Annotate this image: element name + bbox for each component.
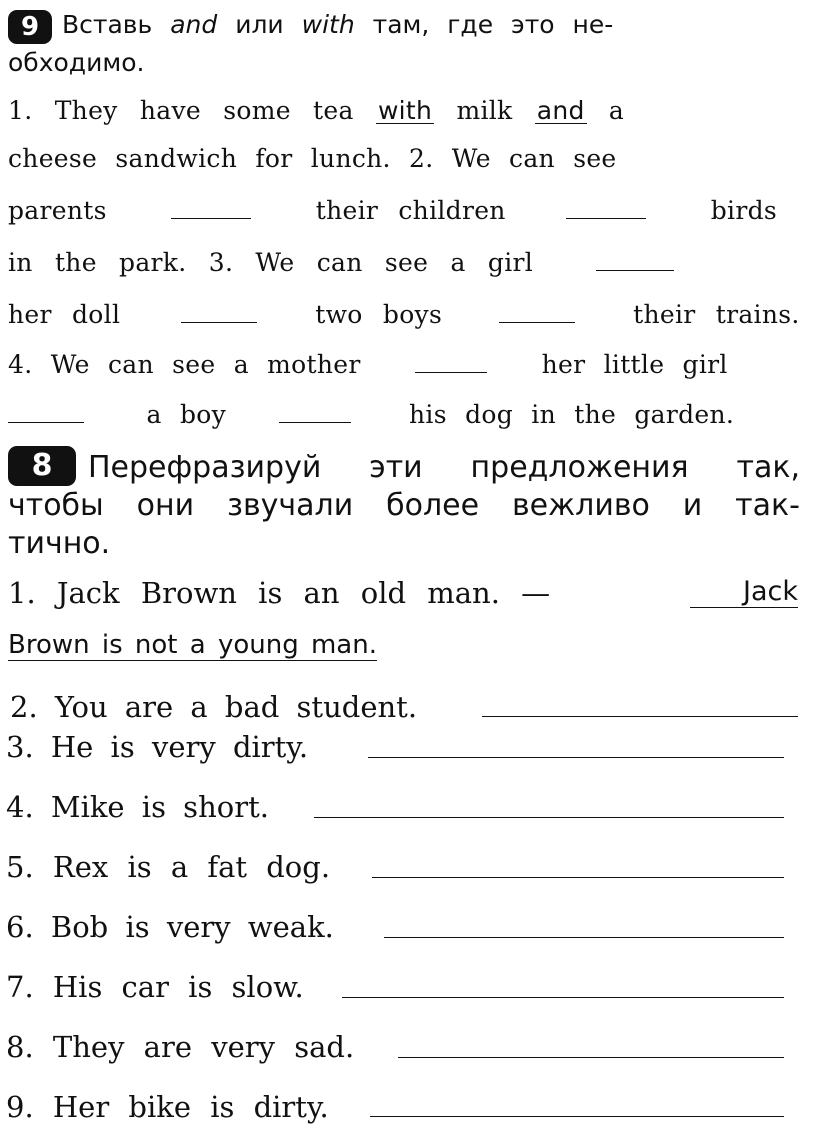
line-text: 1. Jack Brown is an old man. — <box>8 576 551 610</box>
line-text: 4. Mike is short. <box>6 790 269 824</box>
answer-line[interactable] <box>368 757 784 758</box>
exercise-line <box>8 196 777 225</box>
answer-blank[interactable] <box>596 269 674 271</box>
line-text: her little girl <box>541 350 728 379</box>
line-text: 2. You are a bad student. <box>10 690 418 724</box>
example-answer <box>690 576 798 608</box>
exercise-number-badge: 8 <box>8 446 76 486</box>
filled-answer: and <box>536 96 585 125</box>
exercise-line <box>8 350 728 379</box>
exercise-instruction-cont: обходимо. <box>8 48 145 77</box>
sentence-item <box>6 1030 354 1064</box>
line-text: 8. They are very sad. <box>6 1030 355 1064</box>
exercise-line <box>8 400 734 429</box>
line-text: her doll <box>8 300 121 329</box>
exercise-instruction: Перефразируй эти предложения так, <box>88 450 800 485</box>
exercise-number-badge: 9 <box>8 10 52 44</box>
instruction-text: там, где это не- <box>372 10 614 39</box>
line-text: 3. He is very dirty. <box>6 730 309 764</box>
answer-line[interactable] <box>384 937 784 938</box>
instruction-or: или <box>235 10 284 39</box>
line-text: a <box>608 96 625 125</box>
keyword-with: with <box>301 10 355 39</box>
line-text: parents <box>8 196 107 225</box>
line-text: cheese sandwich for lunch. 2. We can see <box>8 144 617 173</box>
line-text: two boys <box>315 300 443 329</box>
answer-line[interactable] <box>398 1057 784 1058</box>
exercise-line <box>8 96 624 125</box>
sentence-item <box>6 790 269 824</box>
keyword-and: and <box>170 10 218 39</box>
filled-answer: with <box>377 96 433 125</box>
sentence-item <box>6 910 334 944</box>
answer-blank[interactable] <box>566 217 646 219</box>
line-text: their trains. <box>633 300 800 329</box>
answer-blank[interactable] <box>8 421 84 423</box>
example-answer-cont <box>8 630 377 661</box>
exercise-line <box>8 300 800 329</box>
answer-blank[interactable] <box>415 371 487 373</box>
exercise-instruction: тично. <box>8 526 111 561</box>
line-text: his dog in the garden. <box>409 400 735 429</box>
line-text: 4. We can see a mother <box>8 350 361 379</box>
sentence-item <box>6 730 308 764</box>
answer-line[interactable] <box>370 1116 784 1117</box>
line-text: their children <box>315 196 506 225</box>
exercise-instruction <box>62 8 702 42</box>
line-text: a boy <box>146 400 227 429</box>
exercise-line <box>8 144 617 173</box>
exercise-line <box>8 248 674 277</box>
line-text: in the park. 3. We can see a girl <box>8 248 534 277</box>
answer-blank[interactable] <box>171 217 251 219</box>
line-text: 7. His car is slow. <box>6 970 304 1004</box>
sentence-item <box>6 850 330 884</box>
answer-line[interactable] <box>314 817 784 818</box>
example-sentence <box>8 576 550 610</box>
sentence-item <box>10 690 417 724</box>
sentence-item <box>6 1090 329 1124</box>
answer-blank[interactable] <box>279 421 351 423</box>
line-text: milk <box>456 96 513 125</box>
handwritten-answer: Brown is not a young man. <box>8 630 377 660</box>
answer-line[interactable] <box>342 997 784 998</box>
answer-line[interactable] <box>372 877 784 878</box>
answer-blank[interactable] <box>181 321 257 323</box>
sentence-item <box>6 970 304 1004</box>
handwritten-answer: Jack <box>743 576 798 607</box>
answer-line[interactable] <box>482 716 798 717</box>
answer-blank[interactable] <box>499 321 575 323</box>
line-text: 9. Her bike is dirty. <box>6 1090 329 1124</box>
line-text: 1. They have some tea <box>8 96 354 125</box>
instruction-text: Вставь <box>62 10 153 39</box>
line-text: birds <box>710 196 778 225</box>
exercise-instruction: чтобы они звучали более вежливо и так- <box>8 488 800 523</box>
line-text: 5. Rex is a fat dog. <box>6 850 331 884</box>
line-text: 6. Bob is very weak. <box>6 910 334 944</box>
